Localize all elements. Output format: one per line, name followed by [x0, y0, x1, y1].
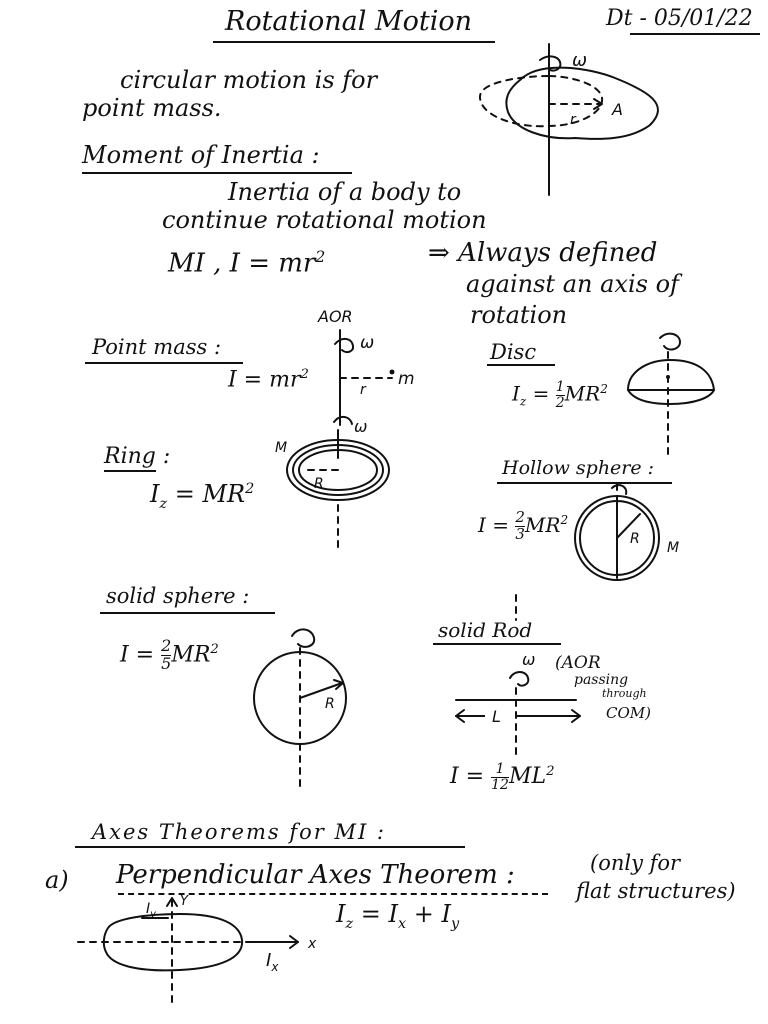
perp-note-line-2: flat structures) — [576, 879, 736, 903]
solid-rod-aor-line-2: passing — [574, 672, 629, 688]
disc-heading: Disc — [490, 340, 537, 364]
perp-axes-figure — [78, 894, 317, 1004]
solid-sphere-num: 2 — [161, 636, 172, 655]
date-label: Dt - 05/01/22 — [606, 6, 753, 31]
intro-line-1: circular motion is for — [120, 66, 378, 94]
disc-formula-i: I — [512, 381, 520, 406]
disc-figure — [628, 334, 714, 460]
ring-figure — [275, 417, 389, 548]
perp-formula-iy-sub: y — [450, 915, 460, 932]
perp-ix-label — [266, 950, 279, 974]
perp-x-label: x — [308, 936, 317, 952]
moment-formula-exp: 2 — [315, 248, 326, 266]
solid-sphere-exp: 2 — [210, 641, 219, 657]
perp-ix-sub: x — [271, 960, 279, 974]
perp-formula-ix-sub: x — [397, 915, 407, 932]
perp-formula-plus: + — [413, 900, 434, 928]
perp-formula-iz: I — [336, 900, 346, 928]
top-omega-label: ω — [572, 50, 588, 71]
hollow-sphere-heading: Hollow sphere : — [502, 457, 655, 479]
solid-sphere-rotation-icon — [292, 629, 314, 646]
solid-rod-prefix: I = — [450, 764, 485, 790]
moment-def-line-1: Inertia of a body to — [228, 178, 462, 206]
solid-rod-tail: ML — [508, 764, 547, 790]
perp-formula-ix: I — [388, 900, 398, 928]
moment-note-line-3: rotation — [470, 301, 568, 329]
point-mass-r-label: r — [360, 382, 366, 398]
hollow-sphere-r-label: R — [630, 531, 640, 547]
disc-formula-tail: MR — [564, 381, 601, 406]
point-mass-formula-exp: 2 — [300, 367, 309, 382]
solid-rod-l-label: L — [492, 707, 501, 726]
point-mass-heading: Point mass : — [92, 335, 222, 359]
point-mass-m-label: m — [398, 369, 415, 389]
solid-sphere-radius — [300, 683, 342, 698]
top-point-label: A — [612, 100, 623, 119]
disc-rotation-icon — [660, 334, 680, 350]
point-mass-rotation-icon — [335, 339, 353, 352]
axes-item-marker: a) — [45, 866, 69, 894]
ring-omega-label: ω — [354, 417, 368, 436]
hollow-sphere-exp: 2 — [560, 513, 569, 528]
point-mass-omega-label: ω — [360, 333, 375, 353]
solid-rod-aor-line-1: (AOR — [555, 653, 601, 673]
top-body-figure — [480, 44, 658, 195]
hollow-sphere-figure — [575, 484, 679, 580]
solid-sphere-tail: MR — [171, 642, 211, 668]
perp-formula-iz-sub: z — [345, 915, 354, 932]
solid-sphere-figure — [254, 629, 346, 790]
axes-heading: Axes Theorems for MI : — [92, 820, 387, 844]
moment-heading: Moment of Inertia : — [82, 141, 320, 169]
disc-formula-exp: 2 — [600, 382, 608, 397]
ring-heading: Ring : — [104, 444, 171, 469]
moment-def-line-2: continue rotational motion — [162, 206, 487, 234]
perp-formula-eq: = — [360, 900, 381, 928]
top-r-label: r — [570, 112, 576, 128]
point-mass-formula-base: I = mr — [228, 367, 301, 393]
ring-formula-sub: z — [159, 495, 168, 512]
perp-ix-base: I — [266, 950, 272, 971]
point-mass-dot — [390, 370, 395, 375]
disc-fraction-den: 2 — [555, 394, 565, 411]
perp-iy-sub: y — [150, 909, 157, 920]
hollow-sphere-prefix: I = — [478, 512, 510, 537]
top-orbit — [480, 76, 602, 126]
solid-rod-omega-label: ω — [522, 650, 536, 669]
solid-rod-heading: solid Rod — [438, 618, 533, 642]
solid-sphere-prefix: I = — [120, 642, 155, 668]
ring-m-label: M — [275, 440, 288, 456]
solid-sphere-heading: solid sphere : — [106, 584, 250, 608]
solid-rod-aor-line-3: through — [602, 687, 647, 700]
disc-rim — [628, 390, 714, 404]
solid-rod-aor-line-4: COM) — [606, 704, 651, 722]
perp-y-label: Y — [180, 894, 188, 909]
perp-iy-base: I — [146, 901, 151, 917]
moment-formula-base: MI , I = mr — [168, 248, 316, 279]
ring-r-label: R — [314, 476, 324, 492]
ring-formula-tail: = MR — [174, 480, 246, 508]
solid-rod-num: 1 — [491, 762, 509, 778]
solid-rod-den: 12 — [491, 776, 509, 793]
ring-rotation-icon — [334, 417, 352, 424]
moment-note-line-1: ⇒ Always defined — [428, 238, 658, 268]
hollow-sphere-m-label: M — [667, 540, 680, 556]
disc-center-dot — [666, 375, 670, 379]
point-mass-aor-label: AOR — [318, 307, 353, 326]
point-mass-figure — [317, 307, 415, 425]
hollow-sphere-den: 3 — [515, 524, 525, 543]
moment-note-line-2: against an axis of — [466, 270, 679, 298]
solid-sphere-den: 5 — [161, 653, 172, 673]
disc-top — [628, 360, 714, 390]
hollow-sphere-tail: MR — [524, 512, 561, 537]
disc-formula-eq: = — [532, 381, 550, 406]
ring-formula-i: I — [150, 480, 160, 508]
hollow-sphere-rotation-icon — [612, 485, 626, 494]
perp-formula-iy: I — [441, 900, 451, 928]
solid-rod-figure — [456, 595, 580, 760]
ring-formula-exp: 2 — [245, 481, 255, 497]
disc-fraction-num: 1 — [555, 379, 565, 395]
top-body-outline — [506, 68, 658, 139]
solid-sphere-r-label: R — [325, 696, 335, 712]
hollow-sphere-num: 2 — [515, 508, 525, 526]
solid-rod-rotation-icon — [510, 672, 528, 686]
disc-formula-sub: z — [519, 394, 527, 409]
perp-heading: Perpendicular Axes Theorem : — [116, 860, 515, 890]
perp-note-line-1: (only for — [590, 851, 681, 875]
solid-rod-exp: 2 — [546, 763, 555, 779]
page-title: Rotational Motion — [225, 6, 473, 37]
intro-line-2: point mass. — [82, 94, 222, 122]
